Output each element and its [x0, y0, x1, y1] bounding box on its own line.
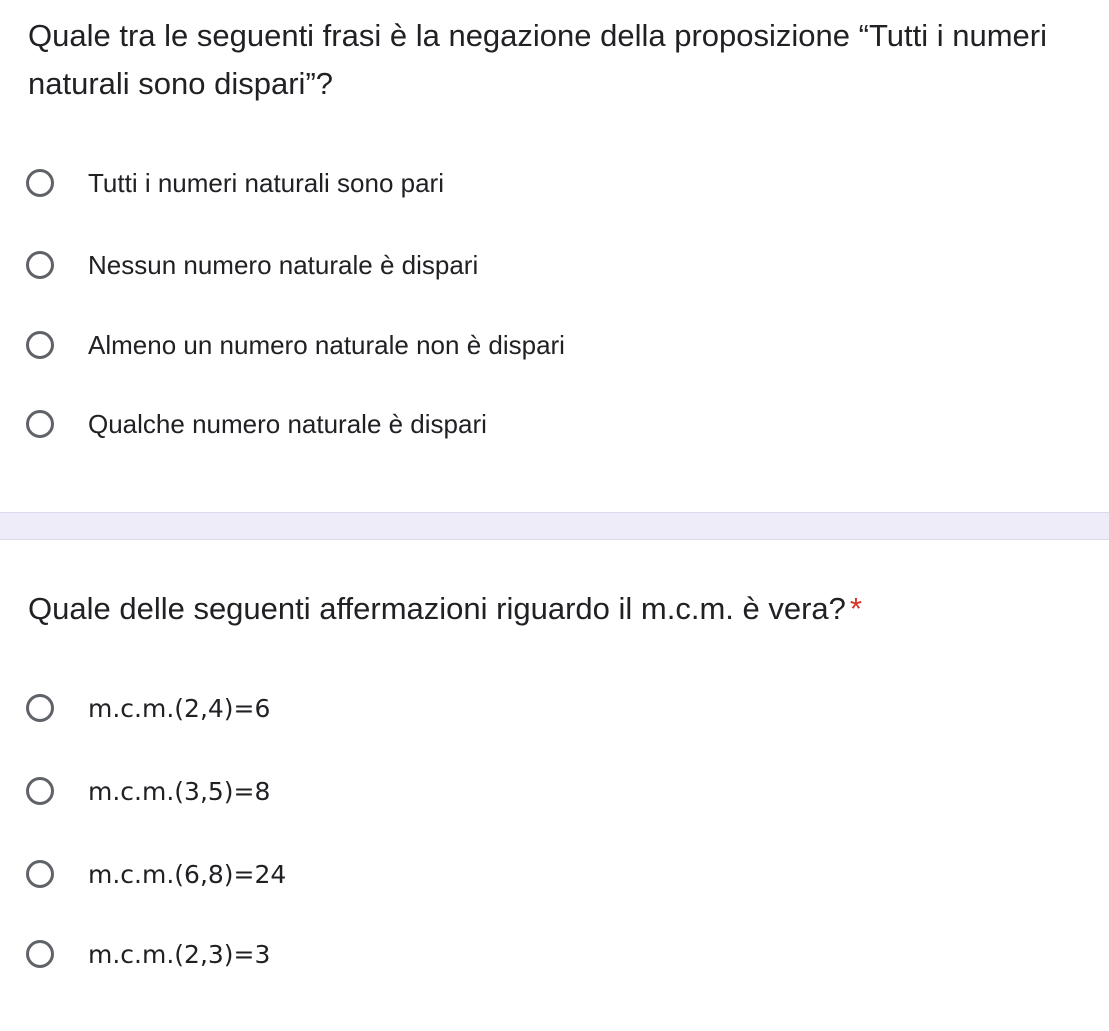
q1-option-2[interactable] — [26, 238, 478, 292]
q1-option-1-label: Tutti i numeri naturali sono pari — [88, 167, 444, 198]
card-separator — [0, 512, 1109, 540]
q2-option-4-label: m.c.m.(2,3)=3 — [88, 939, 271, 969]
q1-option-4-label: Qualche numero naturale è dispari — [88, 408, 487, 439]
required-marker: * — [849, 591, 862, 626]
radio-button-icon[interactable] — [26, 251, 54, 279]
radio-button-icon[interactable] — [26, 694, 54, 722]
q2-option-2-label: m.c.m.(3,5)=8 — [88, 776, 271, 806]
radio-button-icon[interactable] — [26, 940, 54, 968]
q1-option-3[interactable] — [26, 318, 565, 372]
question-2-title-text: Quale delle seguenti affermazioni riguardo il m.c.m. è vera? — [28, 591, 846, 626]
q1-option-3-label: Almeno un numero naturale non è dispari — [88, 329, 565, 360]
q1-option-4[interactable] — [26, 397, 487, 451]
radio-button-icon[interactable] — [26, 777, 54, 805]
q2-option-4[interactable] — [26, 927, 270, 981]
q2-option-1[interactable] — [26, 681, 270, 735]
q1-option-2-label: Nessun numero naturale è dispari — [88, 249, 479, 280]
q2-option-1-label: m.c.m.(2,4)=6 — [88, 693, 271, 723]
question-card-1 — [0, 0, 1109, 512]
q2-option-3[interactable] — [26, 847, 286, 901]
radio-button-icon[interactable] — [26, 860, 54, 888]
radio-button-icon[interactable] — [26, 410, 54, 438]
radio-button-icon[interactable] — [26, 169, 54, 197]
question-1-title: Quale tra le seguenti frasi è la negazione della proposizione “Tutti i numeri naturali sono dispari”? — [28, 18, 1047, 101]
q2-option-3-label: m.c.m.(6,8)=24 — [88, 859, 287, 889]
question-card-2 — [0, 540, 1109, 1031]
q1-option-1[interactable] — [26, 156, 444, 210]
q2-option-2[interactable] — [26, 764, 270, 818]
radio-button-icon[interactable] — [26, 331, 54, 359]
question-2-title — [28, 585, 1098, 633]
